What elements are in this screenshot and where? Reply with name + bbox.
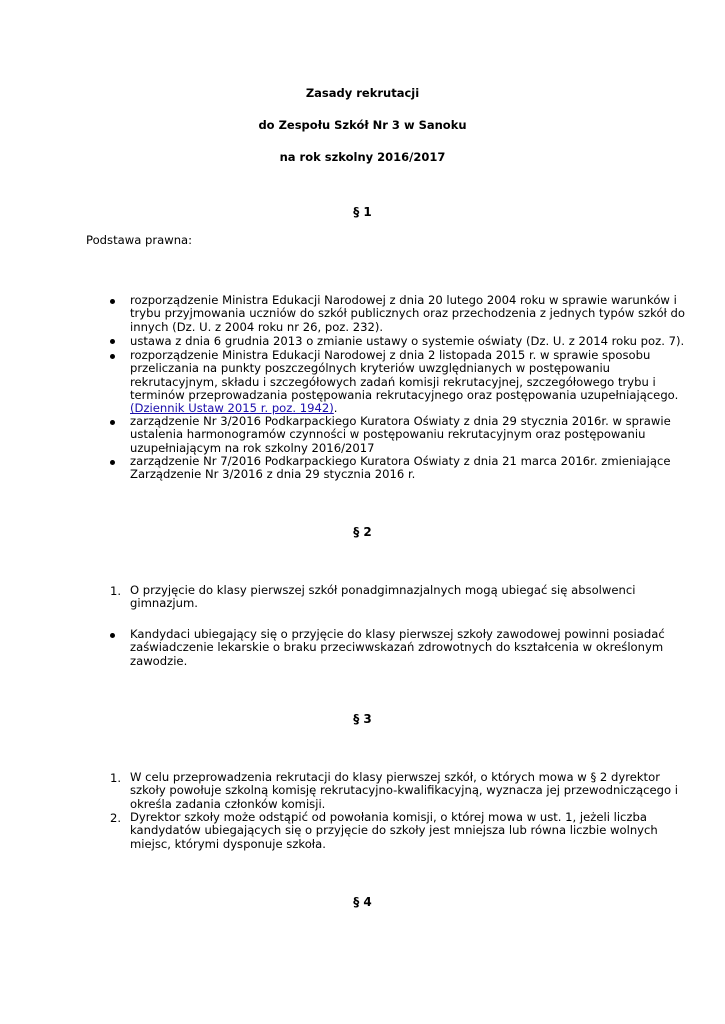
- numbered-item: O przyjęcie do klasy pierwszej szkół ponadgimnazjalnych mogą ubiegać się absolwenci gimnazjum.: [130, 583, 636, 611]
- list-number: 1.: [110, 584, 122, 598]
- document-subtitle-year: na rok szkolny 2016/2017: [279, 150, 446, 164]
- section-3-heading: § 3: [353, 712, 372, 726]
- numbered-item: W celu przeprowadzenia rekrutacji do klasy pierwszej szkół, o których mowa w § 2 dyrektor szkoły powołuje szkolną komisję rekrutacyjno-kwalifikacyjną, wyznacza jej przewodniczącego i określa zadania członków komisji.: [130, 770, 678, 811]
- bullet-icon: [110, 339, 115, 344]
- section-2-heading: § 2: [353, 525, 372, 539]
- list-number: 2.: [110, 811, 122, 825]
- list-item: Kandydaci ubiegający się o przyjęcie do klasy pierwszej szkoły zawodowej powinni posiadać zaświadczenie lekarskie o braku przeciwwskazań zdrowotnych do kształcenia w określonym zawodzie.: [130, 627, 665, 668]
- legal-basis-label: Podstawa prawna:: [86, 233, 193, 247]
- list-item: rozporządzenie Ministra Edukacji Narodowej z dnia 2 listopada 2015 r. w sprawie sposobu przeliczania na punkty poszczególnych kryteriów uwzględnianych w postępowaniu rekrutacyjnym, składu i szczegółowych zadań komisji rekrutacyjnej, szczegółowego trybu i terminów przeprowadzania postępowania rekrutacyjnego oraz postępowania uzupełniającego. (Dziennik Ustaw 2015 r. poz. 1942).: [130, 348, 679, 416]
- list-number: 1.: [110, 771, 122, 785]
- list-item: rozporządzenie Ministra Edukacji Narodowej z dnia 20 lutego 2004 roku w sprawie warunków i trybu przyjmowania uczniów do szkół publicznych oraz przechodzenia z jednych typów szkół do innych (Dz. U. z 2004 roku nr 26, poz. 232).: [130, 293, 685, 334]
- bullet-icon: [110, 460, 115, 465]
- numbered-item: Dyrektor szkoły może odstąpić od powołania komisji, o której mowa w ust. 1, jeżeli liczba kandydatów ubiegających się o przyjęcie do szkoły jest mniejsza lub równa liczbie wolnych miejsc, którymi dysponuje szkoła.: [130, 810, 658, 851]
- list-item: zarządzenie Nr 3/2016 Podkarpackiego Kuratora Oświaty z dnia 29 stycznia 2016r. w sprawie ustalenia harmonogramów czynności w postępowaniu rekrutacyjnym oraz postępowaniu uzupełniającym na rok szkolny 2016/2017: [130, 414, 671, 455]
- bullet-icon: [110, 420, 115, 425]
- section-1-heading: § 1: [353, 205, 372, 219]
- dziennik-ustaw-link[interactable]: (Dziennik Ustaw 2015 r. poz. 1942): [130, 401, 334, 416]
- bullet-icon: [110, 354, 115, 359]
- list-item: zarządzenie Nr 7/2016 Podkarpackiego Kuratora Oświaty z dnia 21 marca 2016r. zmieniające Zarządzenie Nr 3/2016 z dnia 29 stycznia 2016 r.: [130, 454, 671, 482]
- list-item: ustawa z dnia 6 grudnia 2013 o zmianie ustawy o systemie oświaty (Dz. U. z 2014 roku poz. 7).: [130, 334, 685, 348]
- bullet-icon: [110, 633, 115, 638]
- bullet-icon: [110, 299, 115, 304]
- document-subtitle-school: do Zespołu Szkół Nr 3 w Sanoku: [258, 118, 467, 132]
- section-4-heading: § 4: [353, 895, 372, 909]
- document-title: Zasady rekrutacji: [305, 86, 420, 100]
